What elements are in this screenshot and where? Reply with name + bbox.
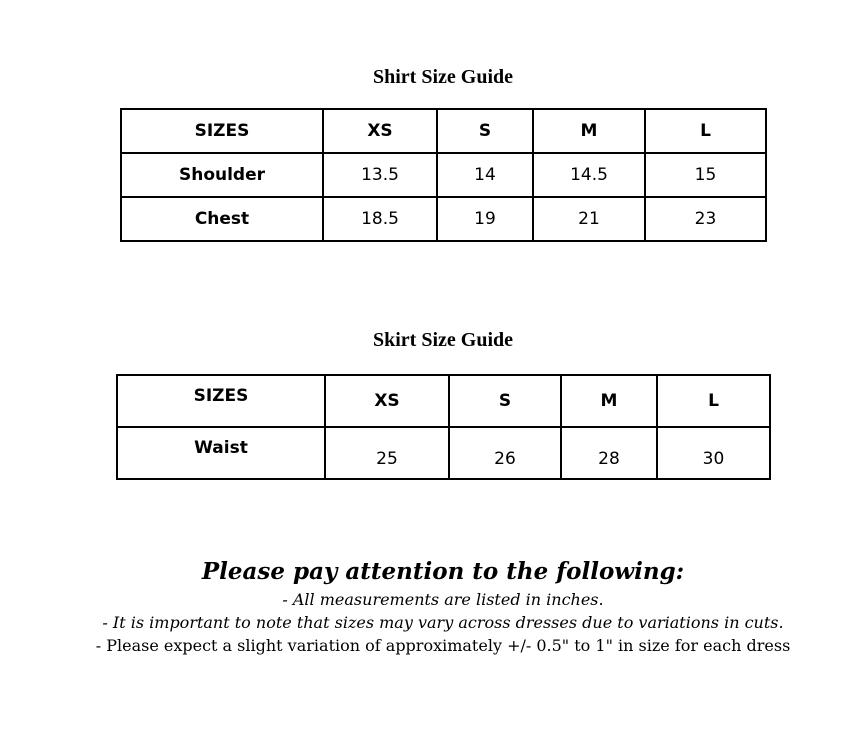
header-cell-xs: XS <box>323 109 437 153</box>
skirt-size-table <box>116 374 771 480</box>
header-cell-sizes: SIZES <box>121 109 323 153</box>
notes-section <box>70 556 816 657</box>
shirt-size-table <box>120 108 767 242</box>
notes-heading: Please pay attention to the following: <box>201 558 685 585</box>
row-label-shoulder: Shoulder <box>121 153 323 197</box>
note-measurements-in-inches: - All measurements are listed in inches. <box>282 590 604 609</box>
header-cell-l: L <box>657 375 770 427</box>
header-cell-l: L <box>645 109 766 153</box>
header-cell-m: M <box>561 375 657 427</box>
table-row <box>121 197 766 241</box>
note-slight-variation: - Please expect a slight variation of approximately +/- 0.5" to 1" in size for each dress <box>95 636 791 655</box>
row-label-waist: Waist <box>117 427 325 479</box>
note-sizes-vary: - It is important to note that sizes may vary across dresses due to variations in cuts. <box>102 613 784 632</box>
table-cell: 25 <box>325 427 449 479</box>
table-cell: 21 <box>533 197 645 241</box>
header-cell-s: S <box>449 375 561 427</box>
table-cell: 18.5 <box>323 197 437 241</box>
skirt-size-guide-title: Skirt Size Guide <box>372 329 513 351</box>
table-cell: 28 <box>561 427 657 479</box>
shirt-size-guide-title: Shirt Size Guide <box>372 66 513 88</box>
table-row <box>121 153 766 197</box>
table-cell: 14 <box>437 153 533 197</box>
table-row <box>117 427 770 479</box>
table-cell: 30 <box>657 427 770 479</box>
table-cell: 19 <box>437 197 533 241</box>
header-cell-m: M <box>533 109 645 153</box>
header-cell-xs: XS <box>325 375 449 427</box>
table-cell: 15 <box>645 153 766 197</box>
table-cell: 13.5 <box>323 153 437 197</box>
header-cell-sizes: SIZES <box>117 375 325 427</box>
table-header-row <box>117 375 770 427</box>
row-label-chest: Chest <box>121 197 323 241</box>
table-cell: 23 <box>645 197 766 241</box>
header-cell-s: S <box>437 109 533 153</box>
table-cell: 14.5 <box>533 153 645 197</box>
table-cell: 26 <box>449 427 561 479</box>
table-header-row <box>121 109 766 153</box>
